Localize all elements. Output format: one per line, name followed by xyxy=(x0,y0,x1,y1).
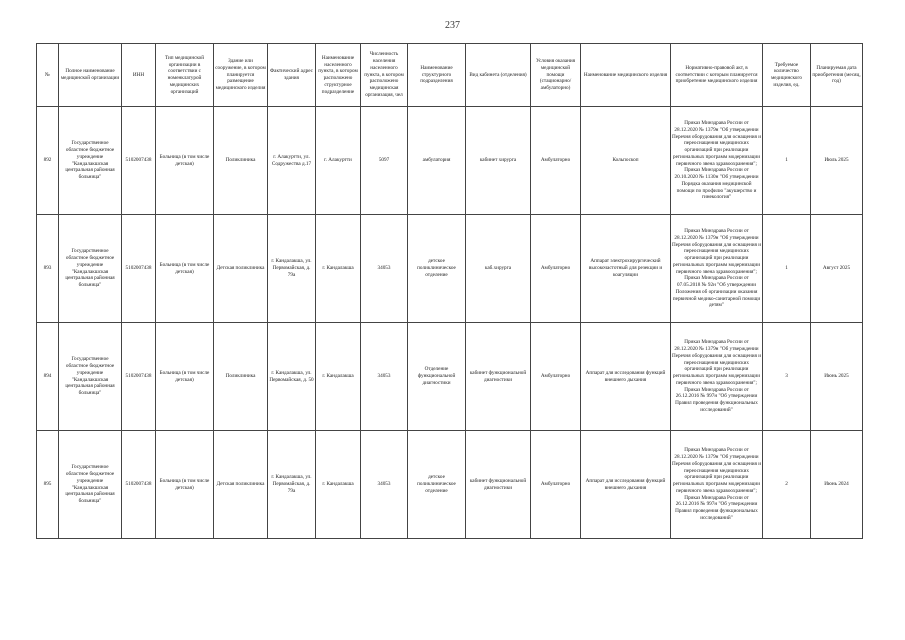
cell-quantity: 1 xyxy=(763,107,811,215)
cell-conditions: Амбулаторно xyxy=(531,215,581,323)
cell-inn: 5102007438 xyxy=(122,323,156,431)
cell-org-type: Больница (в том числе детская) xyxy=(156,107,214,215)
cell-population: 5097 xyxy=(361,107,408,215)
cell-basis: Приказ Минздрава России от 28.12.2020 № 1379н "Об утверждении Перечня оборудования для оснащения и переоснащения медицинских организаций при реализации региональных программ модернизации первичного звена здравоохранения"; Приказ Минздрава России от 07.05.2018 № 92н "Об утверждении Положения об организации оказания первичной медико-санитарной помощи детям" xyxy=(671,215,763,323)
cell-number: 893 xyxy=(37,215,59,323)
cell-locality: г. Кандалакша xyxy=(316,431,361,539)
cell-inn: 5102007438 xyxy=(122,107,156,215)
cell-device: Кольпоскоп xyxy=(581,107,671,215)
cell-cabinet: каб.хирурга xyxy=(466,215,531,323)
table-row xyxy=(37,215,863,323)
equipment-registry-table xyxy=(36,43,863,539)
cell-inn: 5102007438 xyxy=(122,431,156,539)
cell-conditions: Амбулаторно xyxy=(531,431,581,539)
table-row xyxy=(37,107,863,215)
cell-org-type: Больница (в том числе детская) xyxy=(156,323,214,431)
cell-unit: амбулатория xyxy=(408,107,466,215)
cell-conditions: Амбулаторно xyxy=(531,107,581,215)
cell-address: г. Кандалакша, ул. Первомайская, д. 79а xyxy=(268,431,316,539)
cell-locality: г. Алакуртти xyxy=(316,107,361,215)
header-address: Фактический адрес здания xyxy=(268,44,316,107)
cell-unit: детское поликлиническое отделение xyxy=(408,215,466,323)
header-inn: ИНН xyxy=(122,44,156,107)
cell-cabinet: кабинет функциональной диагностики xyxy=(466,431,531,539)
header-conditions: Условия оказания медицинской помощи (стационарно/амбулаторно) xyxy=(531,44,581,107)
header-locality: Наименование населенного пункта, в котором расположено структурное подразделение xyxy=(316,44,361,107)
cell-unit: Отделение функциональной диагностики xyxy=(408,323,466,431)
cell-org-name: Государственное областное бюджетное учреждение "Кандалакшская центральная районная больница" xyxy=(59,323,122,431)
header-date: Планируемая дата приобретения (месяц, год) xyxy=(811,44,863,107)
header-unit: Наименование структурного подразделения xyxy=(408,44,466,107)
table-row xyxy=(37,431,863,539)
cell-population: 34053 xyxy=(361,323,408,431)
header-cabinet: Вид кабинета (отделения) xyxy=(466,44,531,107)
cell-date: Июнь 2024 xyxy=(811,431,863,539)
header-number: № xyxy=(37,44,59,107)
cell-quantity: 3 xyxy=(763,323,811,431)
cell-unit: детское поликлиническое отделение xyxy=(408,431,466,539)
cell-address: г. Кандалакша, ул. Первомайская, д. 50 xyxy=(268,323,316,431)
cell-device: Аппарат для исследования функций внешнего дыхания xyxy=(581,323,671,431)
table-row xyxy=(37,323,863,431)
cell-population: 34053 xyxy=(361,215,408,323)
cell-quantity: 1 xyxy=(763,215,811,323)
cell-cabinet: кабинет функциональной диагностики xyxy=(466,323,531,431)
cell-date: Август 2025 xyxy=(811,215,863,323)
header-basis: Нормативно-правовой акт, в соответствии с которым планируется приобретение медицинского изделия xyxy=(671,44,763,107)
cell-basis: Приказ Минздрава России от 28.12.2020 № 1379н "Об утверждении Перечня оборудования для оснащения и переоснащения медицинских организаций при реализации региональных программ модернизации первичного звена здравоохранения"; Приказ Минздрава России от 26.12.2016 № 997н "Об утверждении Правил проведения функциональных исследований" xyxy=(671,431,763,539)
cell-population: 34053 xyxy=(361,431,408,539)
cell-inn: 5102007438 xyxy=(122,215,156,323)
cell-org-name: Государственное областное бюджетное учреждение "Кандалакшская центральная районная больница" xyxy=(59,215,122,323)
cell-org-name: Государственное областное бюджетное учреждение "Кандалакшская центральная районная больница" xyxy=(59,431,122,539)
cell-building: Детская поликлиника xyxy=(214,215,268,323)
cell-address: г. Кандалакша, ул. Первомайская, д. 79а xyxy=(268,215,316,323)
cell-basis: Приказ Минздрава России от 28.12.2020 № 1379н "Об утверждении Перечня оборудования для оснащения и переоснащения медицинских организаций при реализации региональных программ модернизации первичного звена здравоохранения"; Приказ Минздрава России от 20.10.2020 № 1130н "Об утверждении Порядка оказания медицинской помощи по профилю "акушерство и гинекология" xyxy=(671,107,763,215)
header-org-name: Полное наименование медицинской организации xyxy=(59,44,122,107)
header-building: Здание или сооружение, в котором планируется размещение медицинского изделия xyxy=(214,44,268,107)
cell-building: Детская поликлиника xyxy=(214,431,268,539)
header-population: Численность населения населенного пункта, в котором расположено медицинская организация, чел xyxy=(361,44,408,107)
header-device: Наименование медицинского изделия xyxy=(581,44,671,107)
cell-org-type: Больница (в том числе детская) xyxy=(156,431,214,539)
cell-date: Июнь 2025 xyxy=(811,323,863,431)
header-quantity: Требуемое количество медицинского изделия, ед. xyxy=(763,44,811,107)
cell-locality: г. Кандалакша xyxy=(316,323,361,431)
cell-conditions: Амбулаторно xyxy=(531,323,581,431)
cell-building: Поликлиника xyxy=(214,107,268,215)
cell-number: 892 xyxy=(37,107,59,215)
cell-locality: г. Кандалакша xyxy=(316,215,361,323)
cell-date: Июль 2025 xyxy=(811,107,863,215)
page-number: 237 xyxy=(445,20,460,31)
cell-basis: Приказ Минздрава России от 28.12.2020 № 1379н "Об утверждении Перечня оборудования для оснащения и переоснащения медицинских организаций при реализации региональных программ модернизации первичного звена здравоохранения"; Приказ Минздрава России от 26.12.2016 № 997н "Об утверждении Правил проведения функциональных исследований" xyxy=(671,323,763,431)
cell-device: Аппарат для исследования функций внешнего дыхания xyxy=(581,431,671,539)
cell-quantity: 2 xyxy=(763,431,811,539)
cell-address: г. Алакуртти, ул. Содружества д.17 xyxy=(268,107,316,215)
cell-cabinet: кабинет хирурга xyxy=(466,107,531,215)
cell-building: Поликлиника xyxy=(214,323,268,431)
cell-number: 895 xyxy=(37,431,59,539)
table-header-row xyxy=(37,44,863,107)
cell-org-type: Больница (в том числе детская) xyxy=(156,215,214,323)
cell-org-name: Государственное областное бюджетное учреждение "Кандалакшская центральная районная больница" xyxy=(59,107,122,215)
cell-device: Аппарат электрохирургический высокочастотный для резекции и коагуляции xyxy=(581,215,671,323)
header-org-type: Тип медицинской организации в соответствии с номенклатурой медицинских организаций xyxy=(156,44,214,107)
cell-number: 894 xyxy=(37,323,59,431)
